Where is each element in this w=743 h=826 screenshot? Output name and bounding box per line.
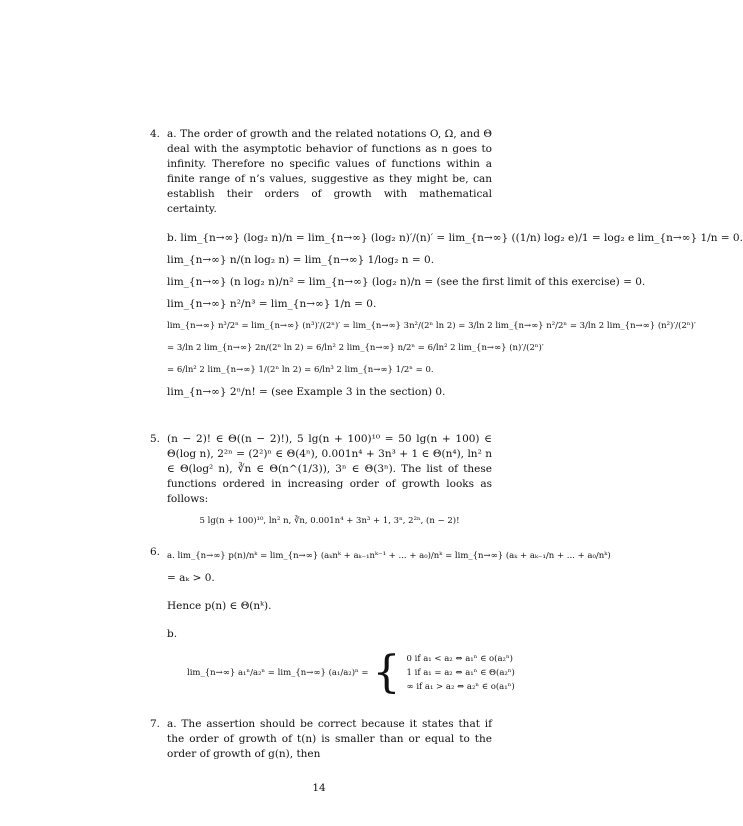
problem-7	[150, 717, 492, 762]
problem-7-text: a. The assertion should be correct because it states that if the order of growth of t(n) is smaller than or equal to the order of growth of g(n), then	[167, 718, 492, 760]
math-line: lim_{n→∞} n/(n log₂ n) = lim_{n→∞} 1/log₂ n = 0.	[167, 254, 435, 266]
problem-number: 4.	[150, 128, 161, 140]
math-line: = 3/ln 2 lim_{n→∞} 2n/(2ⁿ ln 2) = 6/ln² 2 lim_{n→∞} n/2ⁿ = 6/ln² 2 lim_{n→∞} (n)′/(2ⁿ)′	[167, 343, 544, 353]
left-brace: {	[372, 647, 401, 698]
part-b-label: b.	[167, 628, 178, 640]
case-item: ∞ if a₁ > a₂ ⇔ a₂ⁿ ∈ o(a₁ⁿ)	[406, 682, 515, 692]
math-line: lim_{n→∞} (n log₂ n)/n² = lim_{n→∞} (log₂ n)/n = (see the first limit of this exercise) = 0.	[167, 276, 646, 288]
math-line: = 6/ln² 2 lim_{n→∞} 1/(2ⁿ ln 2) = 6/ln³ 2 lim_{n→∞} 1/2ⁿ = 0.	[167, 365, 434, 375]
math-line: lim_{n→∞} n²/n³ = lim_{n→∞} 1/n = 0.	[167, 298, 377, 310]
piecewise-limit	[167, 647, 515, 698]
limit-expression: lim_{n→∞} a₁ⁿ/a₂ⁿ = lim_{n→∞} (a₁/a₂)ⁿ =	[187, 667, 369, 678]
hence-statement: Hence p(n) ∈ Θ(nᵏ).	[167, 600, 272, 612]
ordered-function-list: 5 lg(n + 100)¹⁰, ln² n, ∛n, 0.001n⁴ + 3n³ + 1, 3ⁿ, 2²ⁿ, (n − 2)!	[199, 516, 460, 526]
math-line: lim_{n→∞} n³/2ⁿ = lim_{n→∞} (n³)′/(2ⁿ)′ = lim_{n→∞} 3n²/(2ⁿ ln 2) = 3/ln 2 lim_{n→∞} n²/2ⁿ = 3/ln 2 lim_{n→∞} (n²)′/(2ⁿ)′	[167, 321, 696, 331]
problem-number: 7.	[150, 718, 161, 730]
problem-4-part-b	[167, 227, 743, 403]
math-line: a. lim_{n→∞} p(n)/nᵏ = lim_{n→∞} (aₖnᵏ + aₖ₋₁nᵏ⁻¹ + ... + a₀)/nᵏ = lim_{n→∞} (aₖ + aₖ₋₁/n + ... + a₀/nᵏ)	[167, 551, 611, 561]
math-line: lim_{n→∞} 2ⁿ/n! = (see Example 3 in the section) 0.	[167, 386, 446, 398]
problem-4-part-a: a. The order of growth and the related notations O, Ω, and Θ deal with the asymptotic behavior of functions as n goes to infinity. Therefore no specific values of functions within a finite range of n’s values, suggestive as they might be, can establish their orders of growth with mathematical certainty.	[167, 128, 492, 215]
problem-5	[150, 432, 492, 529]
math-line: = aₖ > 0.	[167, 572, 215, 584]
case-item: 0 if a₁ < a₂ ⇔ a₁ⁿ ∈ o(a₂ⁿ)	[406, 654, 513, 664]
cases-list	[407, 652, 515, 694]
math-line: b. lim_{n→∞} (log₂ n)/n = lim_{n→∞} (log₂ n)′/(n)′ = lim_{n→∞} ((1/n) log₂ e)/1 = log₂ e lim_{n→∞} 1/n = 0.	[167, 232, 743, 244]
page-number: 14	[312, 782, 326, 794]
problem-6	[150, 545, 611, 698]
problem-number: 5.	[150, 433, 161, 445]
case-item: 1 if a₁ = a₂ ⇔ a₁ⁿ ∈ Θ(a₂ⁿ)	[406, 668, 515, 678]
problem-4	[150, 127, 743, 403]
problem-5-text: (n − 2)! ∈ Θ((n − 2)!), 5 lg(n + 100)¹⁰ = 50 lg(n + 100) ∈ Θ(log n), 2²ⁿ = (2²)ⁿ ∈ Θ(4ⁿ), 0.001n⁴ + 3n³ + 1 ∈ Θ(n⁴), ln² n ∈ Θ(log² n), ∛n ∈ Θ(n^(1/3)), 3ⁿ ∈ Θ(3ⁿ). The list of these functions ordered in increasing order of growth looks as follows:	[167, 433, 492, 505]
problem-number: 6.	[150, 546, 161, 558]
